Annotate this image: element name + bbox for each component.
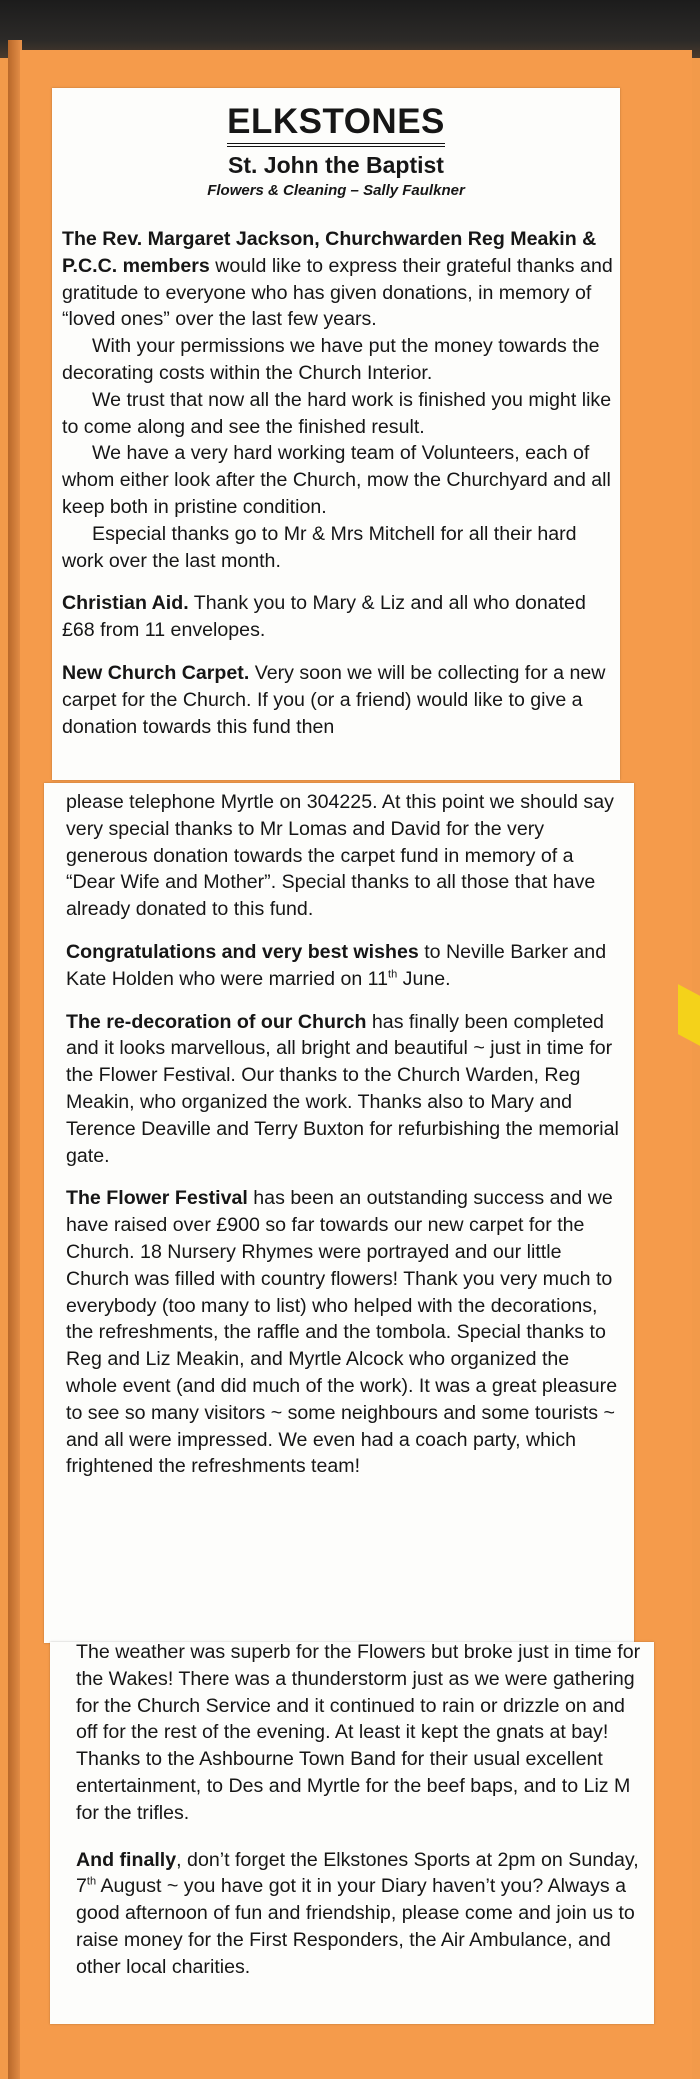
clipping-text-middle xyxy=(66,789,622,1480)
thanks-lead: The Rev. Margaret Jackson, Churchwarden Reg Meakin & P.C.C. members xyxy=(62,228,597,277)
redecoration-paragraph xyxy=(66,1009,622,1170)
newsletter-clipping-middle xyxy=(44,783,634,1643)
weather-paragraph: The weather was superb for the Flowers but broke just in time for the Wakes! There was a thunderstorm just as we were gathering for the Church Service and it continued to rain or drizzle on and off for the rest of the evening. At least it kept the gnats at bay! Thanks to the Ashbourne Town Band for their usual excellent entertainment, to Des and Myrtle for the beef baps, and to Liz M for the trifles. xyxy=(76,1641,641,1824)
christian-aid-lead: Christian Aid. xyxy=(62,592,189,615)
volunteers-paragraph: We have a very hard working team of Volunteers, each of whom either look after the Church, mow the Churchyard and all keep both in pristine condition. xyxy=(62,442,611,518)
christian-aid-paragraph xyxy=(62,590,618,644)
congrats-paragraph xyxy=(66,939,622,993)
festival-paragraph xyxy=(66,1185,622,1480)
christian-aid-text: Thank you to Mary & Liz and all who donated £68 from 11 envelopes. xyxy=(62,592,586,642)
permissions-paragraph: With your permissions we have put the money towards the decorating costs within the Church Interior. xyxy=(62,335,600,384)
thanks-paragraph xyxy=(62,226,618,333)
newsletter-clipping-top xyxy=(52,88,620,780)
carpet-paragraph xyxy=(62,660,618,740)
newsletter-clipping-bottom xyxy=(50,1642,654,2024)
finally-paragraph xyxy=(76,1847,648,1981)
finished-paragraph: We trust that now all the hard work is finished you might like to come along and see the finished result. xyxy=(62,388,612,438)
finally-text: , don’t forget the Elkstones Sports at 2pm on Sunday, 7 xyxy=(76,1848,639,1898)
carpet-continued-paragraph: please telephone Myrtle on 304225. At this point we should say very special thanks to Mr Lomas and David for the very generous donation towards the carpet fund in memory of a “Dear Wife and Mother”. Special thanks to all those that have already donated to this fund. xyxy=(66,791,614,921)
congrats-lead: Congratulations and very best wishes xyxy=(66,940,419,963)
carpet-lead: New Church Carpet. xyxy=(62,661,250,684)
clipping-text-top xyxy=(62,226,618,740)
clipping-text-bottom xyxy=(76,1639,648,1981)
flowers-credit: Flowers & Cleaning – Sally Faulkner xyxy=(207,182,465,199)
article-header xyxy=(52,88,620,201)
finally-end: August ~ you have got it in your Diary haven’t you? Always a good afternoon of fun and friendship, please come and join us to raise money for the First Responders, the Air Ambulance, and other local charities. xyxy=(76,1875,635,1978)
thanks-text: would like to express their grateful thanks and gratitude to everyone who has given donations, in memory of “loved ones” over the last few years. xyxy=(62,254,613,331)
congrats-ordinal: th xyxy=(388,968,398,981)
congrats-end: June. xyxy=(397,967,451,990)
finally-lead: And finally xyxy=(76,1848,177,1871)
finally-ordinal: th xyxy=(86,1875,97,1888)
redecoration-lead: The re-decoration of our Church xyxy=(66,1010,367,1033)
redecoration-text: has finally been completed and it looks marvellous, all bright and beautiful ~ just in time for the Flower Festival. Our thanks to the Church Warden, Reg Meakin, who organized the work. Thanks also to Mary and Terence Deaville and Terry Buxton for refurbishing the memorial gate. xyxy=(66,1010,619,1167)
festival-lead: The Flower Festival xyxy=(66,1187,248,1210)
church-name: St. John the Baptist xyxy=(228,152,444,178)
carpet-text: Very soon we will be collecting for a new carpet for the Church. If you (or a friend) would like to give a donation towards this fund then xyxy=(62,661,606,738)
mitchell-paragraph: Especial thanks go to Mr & Mrs Mitchell for all their hard work over the last month. xyxy=(62,522,577,572)
village-title: ELKSTONES xyxy=(227,102,445,147)
festival-text: has been an outstanding success and we have raised over £900 so far towards our new carpet for the Church. 18 Nursery Rhymes were portrayed and our little Church was filled with country flowers! Thank you very much to everybody (too many to list) who helped with the decorations, the refreshments, the raffle and the tombola. Special thanks to Reg and Liz Meakin, and Myrtle Alcock who organized the whole event (and did much of the work). It was a great pleasure to see so many visitors ~ some neighbours and some tourists ~ and all were impressed. We even had a coach party, which frightened the refreshments team! xyxy=(66,1187,618,1478)
congrats-text: to Neville Barker and Kate Holden who were married on 11 xyxy=(66,940,607,990)
